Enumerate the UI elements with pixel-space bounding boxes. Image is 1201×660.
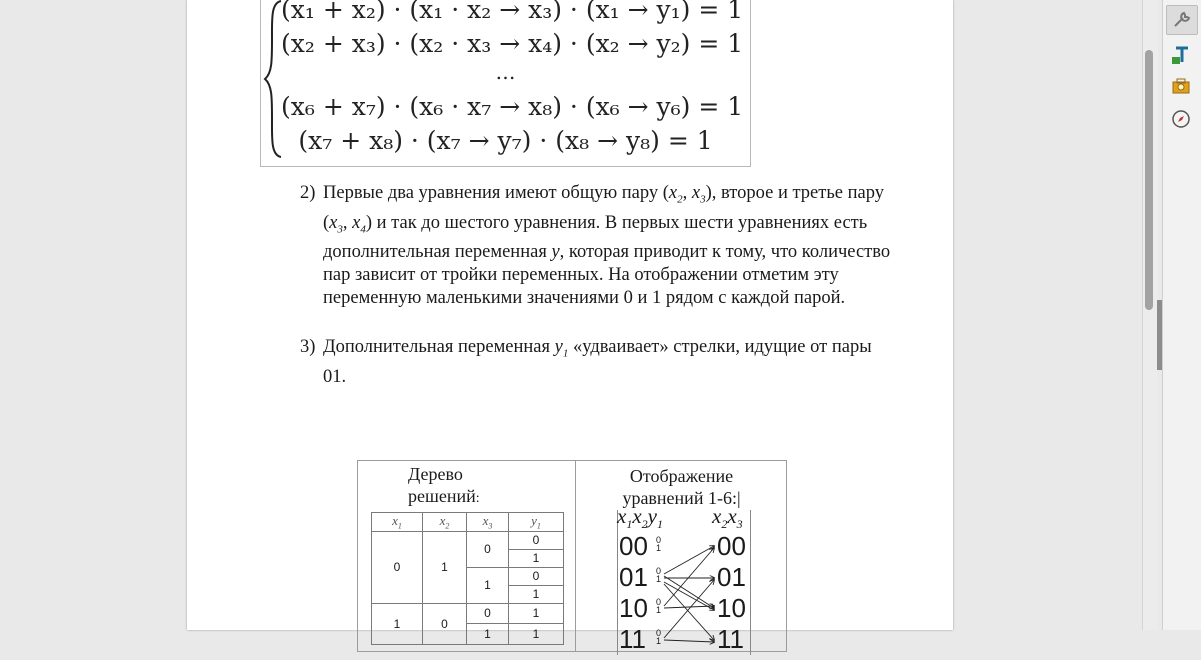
document-page [187,0,953,654]
y-marker: 0 1 [656,566,662,584]
list-number: 3) [300,337,316,357]
cell-y1: 1 [509,624,564,645]
left-pair: 00 [619,531,648,561]
right-pair: 11 [717,624,744,654]
mapping-title: Отображение уравнений 1-6:| [622,466,741,508]
cell-x3: 0 [467,531,509,567]
left-header: $x_1x_2y_1$ [617,504,663,532]
left-pair: 11 [619,624,646,654]
list-text: Дополнительная переменная $y_1$ «удваивает» стрелки, идущие от пары 01. [323,337,872,387]
header-x2: $x_2$ [423,513,467,532]
equation-line-1: (x₁ + x₂) · (x₁ · x₂ → x₃) · (x₁ → y₁) = 1 [281,0,744,24]
tree-title: Дерево решений: [408,464,480,506]
navigator-icon[interactable] [1166,105,1196,133]
right-header: $x_2x_3$ [712,504,743,532]
equation-ellipsis: … [495,60,516,84]
column-divider [575,461,576,651]
cell-y1: 1 [509,603,564,624]
table-row [372,603,564,624]
equation-line-7: (x₇ + x₈) · (x₇ → y₇) · (x₈ → y₈) = 1 [298,126,713,155]
cell-x3: 0 [467,603,509,624]
list-number: 2) [300,183,316,203]
mapping-diagram [617,504,751,655]
cell-y1: 0 [509,567,564,585]
cell-x3: 1 [467,567,509,603]
decision-tree-table [371,512,564,645]
y-marker: 0 1 [656,597,662,615]
cell-x1: 0 [372,531,423,603]
cell-y1: 1 [509,585,564,603]
cell-x2: 1 [423,531,467,603]
equation-line-6: (x₆ + x₇) · (x₆ · x₇ → x₈) · (x₆ → y₆) = 1 [281,92,744,121]
figure-table [357,460,787,652]
left-pair: 10 [619,593,648,623]
right-pair: 10 [717,593,746,623]
list-text: Первые два уравнения имеют общую пару ($x_2$, $x_3$), второе и третье пару ($x_3$, $x_4$) и так до шестого уравнения. В первых шести уравнениях есть дополнительная переменная y, которая приводит к тому, что количество пар зависит от тройки переменных. На отображении отметим эту переменную маленькими значениями 0 и 1 рядом с каждой парой. [323,183,891,309]
cell-x1: 1 [372,603,423,644]
cell-y1: 0 [509,531,564,549]
mapping-arrows [618,510,750,660]
styles-icon[interactable] [1166,41,1196,69]
properties-icon[interactable] [1166,5,1198,35]
right-pair: 01 [717,562,746,592]
gallery-icon[interactable] [1166,72,1196,100]
left-pair: 01 [619,562,648,592]
scrollbar-thumb[interactable] [1145,50,1153,310]
y-marker: 0 1 [656,628,662,646]
table-row [372,531,564,549]
cell-x2: 0 [423,603,467,644]
right-pair: 00 [717,531,746,561]
header-x1: $x_1$ [372,513,423,532]
header-y1: $y_1$ [509,513,564,532]
equation-system-image [260,0,751,167]
table-header-row [372,513,564,532]
cell-y1: 1 [509,549,564,567]
y-marker: 0 1 [656,535,662,553]
cell-x3: 1 [467,624,509,645]
equation-line-2: (x₂ + x₃) · (x₂ · x₃ → x₄) · (x₂ → y₂) = 1 [281,29,744,58]
header-x3: $x_3$ [467,513,509,532]
